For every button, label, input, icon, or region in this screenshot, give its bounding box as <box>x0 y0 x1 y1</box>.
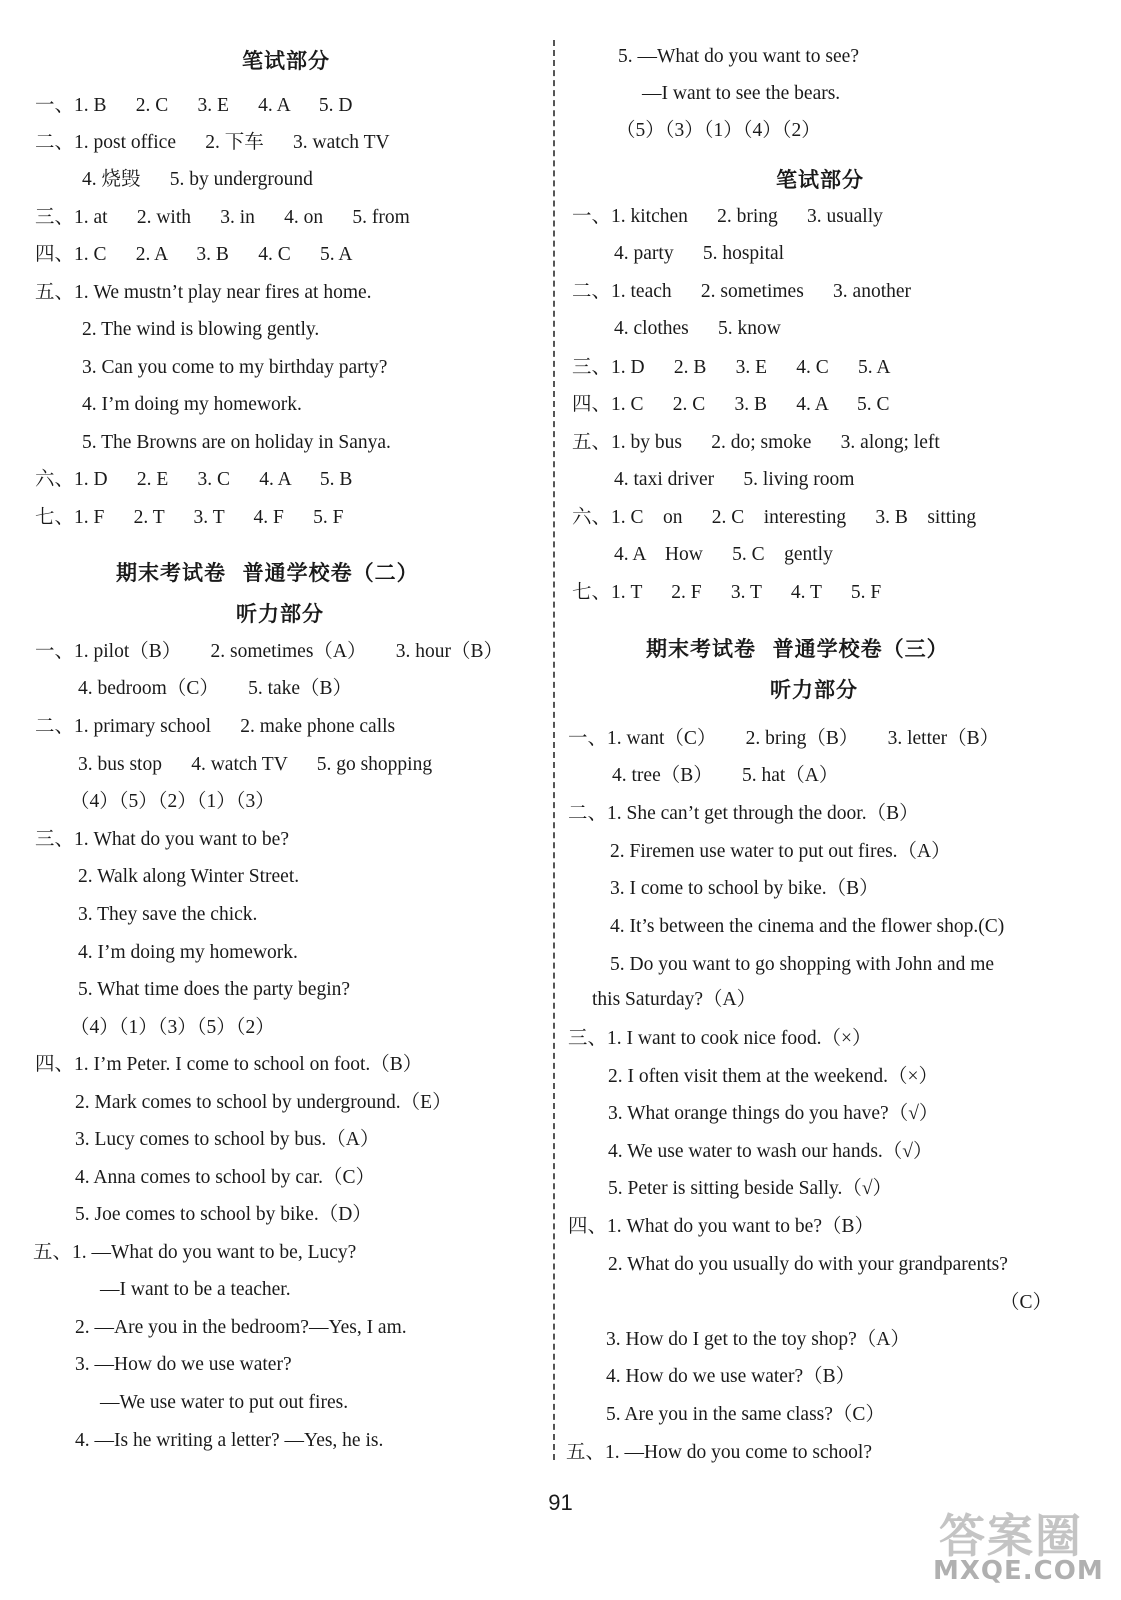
answer-line: 3. —How do we use water? <box>75 1354 292 1375</box>
answer-line: 5. Peter is sitting beside Sally.（√） <box>608 1178 893 1199</box>
answer-line: 一、1. pilot（B） 2. sometimes（A） 3. hour（B） <box>35 641 504 662</box>
answer-line: 五、1. by bus 2. do; smoke 3. along; left <box>572 432 940 453</box>
answer-line: —We use water to put out fires. <box>100 1392 349 1413</box>
answer-line: （5）（3）（1）（4）（2） <box>616 120 821 141</box>
answer-line: （C） <box>1000 1292 1053 1313</box>
answer-line: 一、1. want（C） 2. bring（B） 3. letter（B） <box>568 728 1000 749</box>
answer-line: 3. Lucy comes to school by bus.（A） <box>75 1129 380 1150</box>
answer-line: 五、1. —What do you want to be, Lucy? <box>33 1242 357 1263</box>
answer-line: 4. —Is he writing a letter? —Yes, he is. <box>75 1430 384 1451</box>
watermark-logo-text: 答案圈 <box>939 1509 1083 1563</box>
answer-line: 二、1. She can’t get through the door.（B） <box>568 803 919 824</box>
answer-line: 4. party 5. hospital <box>614 243 785 264</box>
answer-line: 2. I often visit them at the weekend.（×） <box>608 1066 938 1087</box>
answer-line: 3. I come to school by bike.（B） <box>610 878 879 899</box>
answer-line: 六、1. C on 2. C interesting 3. B sitting <box>572 507 977 528</box>
exam-2-title: 期末考试卷 普通学校卷（二） <box>116 561 419 585</box>
answer-line: 二、1. post office 2. 下车 3. watch TV <box>35 132 390 153</box>
answer-line: 三、1. at 2. with 3. in 4. on 5. from <box>35 207 410 228</box>
answer-line: 4. taxi driver 5. living room <box>614 469 855 490</box>
answer-line: 五、1. —How do you come to school? <box>566 1442 873 1463</box>
answer-line: 2. Walk along Winter Street. <box>78 866 300 887</box>
answer-line: 5. Do you want to go shopping with John and me <box>610 954 995 975</box>
answer-line: 5. —What do you want to see? <box>618 46 859 67</box>
answer-line: 4. clothes 5. know <box>614 318 781 339</box>
answer-line: 3. They save the chick. <box>78 904 258 925</box>
answer-line: 六、1. D 2. E 3. C 4. A 5. B <box>35 469 353 490</box>
answer-line: 4. I’m doing my homework. <box>82 394 302 415</box>
answer-line: 二、1. primary school 2. make phone calls <box>35 716 396 737</box>
listening-section-heading: 听力部分 <box>236 602 324 626</box>
answer-line: 5. Are you in the same class?（C） <box>606 1404 885 1425</box>
answer-line: 四、1. I’m Peter. I come to school on foot.（B） <box>35 1054 423 1075</box>
answer-line: 2. What do you usually do with your grandparents? <box>608 1254 1008 1275</box>
answer-line: 5. What time does the party begin? <box>78 979 351 1000</box>
watermark-site-text: MXQE.COM <box>933 1556 1104 1586</box>
answer-line: 一、1. kitchen 2. bring 3. usually <box>572 206 883 227</box>
answer-line: 5. Joe comes to school by bike.（D） <box>75 1204 372 1225</box>
answer-line: 3. How do I get to the toy shop?（A） <box>606 1329 910 1350</box>
answer-line: 4. I’m doing my homework. <box>78 942 298 963</box>
answer-line: 3. What orange things do you have?（√） <box>608 1103 939 1124</box>
answer-line: （4）（1）（3）（5）（2） <box>70 1017 275 1038</box>
answer-line: 3. Can you come to my birthday party? <box>82 357 388 378</box>
watermark-logo <box>933 1500 1103 1592</box>
answer-line: 4. 烧毁 5. by underground <box>82 169 313 190</box>
answer-line: 四、1. C 2. C 3. B 4. A 5. C <box>572 394 890 415</box>
answer-line: this Saturday?（A） <box>592 989 757 1010</box>
answer-line: 四、1. What do you want to be?（B） <box>568 1216 874 1237</box>
answer-line: 2. The wind is blowing gently. <box>82 319 320 340</box>
page-number: 91 <box>548 1490 573 1515</box>
written-section-heading: 笔试部分 <box>776 168 864 192</box>
answer-line: —I want to see the bears. <box>642 83 841 104</box>
answer-line: 4. How do we use water?（B） <box>606 1366 856 1387</box>
answer-line: 二、1. teach 2. sometimes 3. another <box>572 281 912 302</box>
written-section-heading: 笔试部分 <box>242 49 330 73</box>
exam-3-title: 期末考试卷 普通学校卷（三） <box>646 637 949 661</box>
answer-line: 七、1. F 2. T 3. T 4. F 5. F <box>35 507 344 528</box>
answer-line: 4. We use water to wash our hands.（√） <box>608 1141 933 1162</box>
answer-line: 三、1. I want to cook nice food.（×） <box>568 1028 872 1049</box>
answer-line: 五、1. We mustn’t play near fires at home. <box>35 282 372 303</box>
answer-line: 3. bus stop 4. watch TV 5. go shopping <box>78 754 433 775</box>
column-divider <box>553 40 555 1460</box>
answer-line: 2. Mark comes to school by underground.（E） <box>75 1092 452 1113</box>
answer-line: 四、1. C 2. A 3. B 4. C 5. A <box>35 244 353 265</box>
listening-section-heading: 听力部分 <box>770 678 858 702</box>
answer-line: 4. A How 5. C gently <box>614 544 833 565</box>
answer-line: 七、1. T 2. F 3. T 4. T 5. F <box>572 582 882 603</box>
answer-line: —I want to be a teacher. <box>100 1279 291 1300</box>
answer-line: 4. It’s between the cinema and the flower shop.(C) <box>610 916 1005 937</box>
answer-line: 4. Anna comes to school by car.（C） <box>75 1167 376 1188</box>
answer-line: 三、1. What do you want to be? <box>35 829 289 850</box>
answer-line: 2. —Are you in the bedroom?—Yes, I am. <box>75 1317 407 1338</box>
answer-line: 三、1. D 2. B 3. E 4. C 5. A <box>572 357 891 378</box>
answer-line: 5. The Browns are on holiday in Sanya. <box>82 432 391 453</box>
answer-line: 4. bedroom（C） 5. take（B） <box>78 678 353 699</box>
answer-line: （4）（5）（2）（1）（3） <box>70 791 275 812</box>
answer-line: 2. Firemen use water to put out fires.（A） <box>610 841 951 862</box>
answer-line: 4. tree（B） 5. hat（A） <box>612 765 839 786</box>
answer-line: 一、1. B 2. C 3. E 4. A 5. D <box>35 95 353 116</box>
